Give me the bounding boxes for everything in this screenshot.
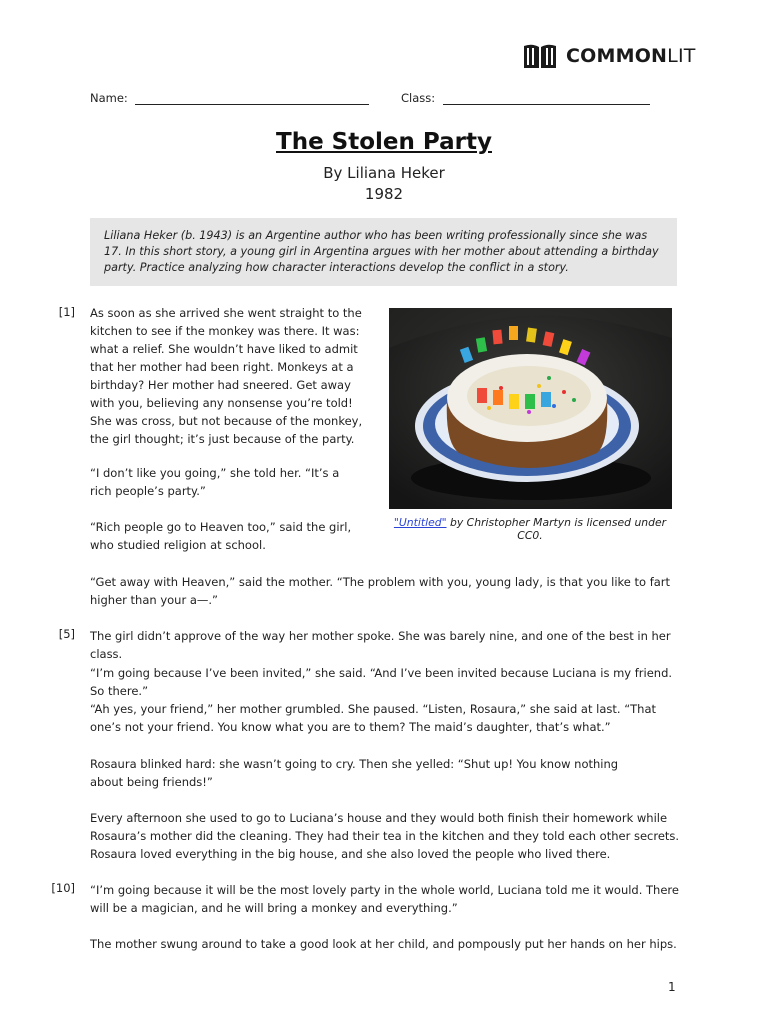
story-author: By Liliana Heker (323, 164, 445, 182)
story-year: 1982 (364, 185, 404, 203)
paragraph: As soon as she arrived she went straight to the kitchen to see if the monkey was there. It was: what a relief. She wouldn’t have liked to admit that her mother had been right. Monkeys at a birthday? Her mother had sneered. Get away with you, believing any nonsense you’re told! She was cross, but not because of the monkey, the girl thought; it’s just because of the party. (90, 306, 363, 446)
image-caption (380, 516, 680, 542)
name-field-row (90, 91, 369, 105)
paragraph: “Rich people go to Heaven too,” said the girl, who studied religion at school. (90, 520, 352, 552)
paragraph: The mother swung around to take a good look at her child, and pompously put her hands on her hips. (90, 937, 677, 951)
class-blank-line[interactable] (443, 91, 650, 105)
paragraph: The girl didn’t approve of the way her mother spoke. She was barely nine, and one of the best in her class. (90, 629, 671, 661)
page-number: 1 (668, 980, 676, 994)
open-book-icon (522, 42, 558, 70)
cake-image (389, 308, 672, 509)
commonlit-logo (522, 42, 696, 70)
image-license-text: by Christopher Martyn is licensed under CC0. (446, 516, 667, 542)
class-field-row (401, 91, 650, 105)
paragraph-number: [5] (58, 627, 75, 641)
paragraph: “I’m going because it will be the most lovely party in the whole world, Luciana told me it would. There will be a magician, and he will bring a monkey and everything.” (90, 883, 679, 915)
name-blank-line[interactable] (135, 91, 369, 105)
name-label: Name: (90, 91, 128, 105)
paragraph: Rosaura blinked hard: she wasn’t going to cry. Then she yelled: “Shut up! You know nothing about being friends!” (90, 757, 619, 789)
brand-name: COMMONLIT (566, 45, 696, 67)
birthday-cake-photo (389, 308, 672, 509)
paragraph: “Get away with Heaven,” said the mother. “The problem with you, young lady, is that you like to fart higher than your a—.” (90, 575, 671, 607)
class-label: Class: (401, 91, 436, 105)
story-title: The Stolen Party (276, 129, 492, 155)
paragraph: “I don’t like you going,” she told her. “It’s a rich people’s party.” (90, 466, 340, 498)
paragraph-number: [1] (58, 305, 75, 319)
paragraph: Every afternoon she used to go to Luciana’s house and they would both finish their homework while Rosaura’s mother did the cleaning. They had their tea in the kitchen and they told each other secrets. Rosaura loved everything in the big house, and she also loved the people who lived there. (90, 811, 680, 861)
paragraph-number: [10] (51, 881, 75, 895)
intro-box: Liliana Heker (b. 1943) is an Argentine author who has been writing professionally since she was 17. In this short story, a young girl in Argentina argues with her mother about attending a birthday party. Practice analyzing how character interactions develop the conflict in a story. (90, 218, 677, 286)
paragraph: “I’m going because I’ve been invited,” she said. “And I’ve been invited because Luciana is my friend. So there.” (90, 666, 673, 698)
image-source-link[interactable]: "Untitled" (393, 516, 447, 529)
paragraph: “Ah yes, your friend,” her mother grumbled. She paused. “Listen, Rosaura,” she said at last. “That one’s not your friend. You know what you are to them? The maid’s daughter, that’s what.” (90, 702, 657, 734)
